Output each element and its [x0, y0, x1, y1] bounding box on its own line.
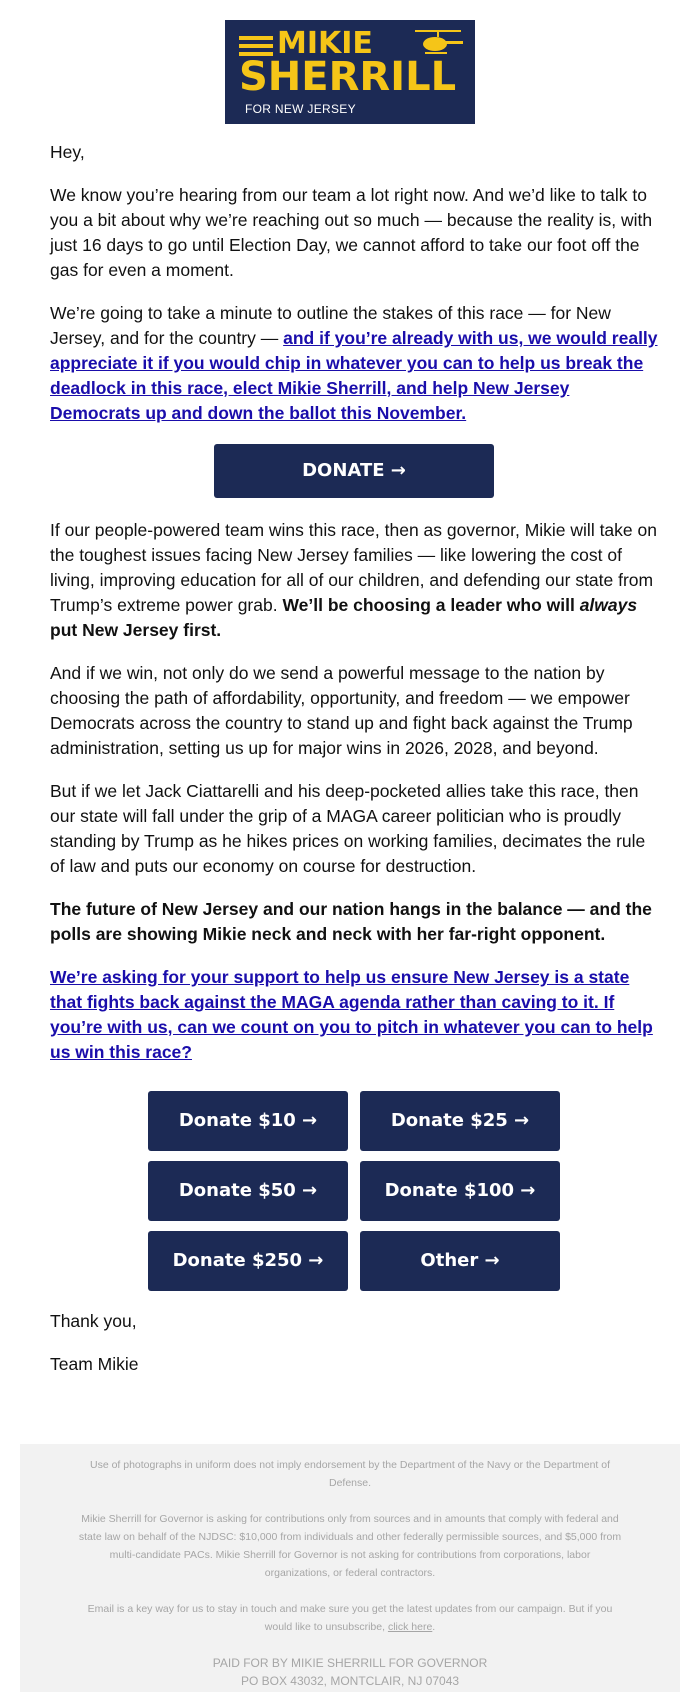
bold-italic-text: always [579, 595, 638, 615]
donate-10-button[interactable]: Donate $10 → [148, 1091, 348, 1151]
footer-paid-for: PAID FOR BY MIKIE SHERRILL FOR GOVERNOR [212, 1656, 488, 1670]
signature: Team Mikie [50, 1354, 139, 1374]
footer-unsubscribe [76, 1600, 624, 1636]
paragraph-opponent: But if we let Jack Ciattarelli and his deep-pocketed allies take this race, then our state will fall under the grip of a MAGA career politician who is proudly standing by Trump as he hikes prices on working families, decimates the rule of law and puts our economy on course for destruction. [50, 781, 646, 876]
donate-25-button[interactable]: Donate $25 → [360, 1091, 560, 1151]
unsubscribe-end: . [432, 1621, 436, 1633]
paragraph-governor [50, 518, 658, 643]
greeting: Hey, [50, 142, 85, 162]
logo-tagline: FOR NEW JERSEY [245, 102, 356, 116]
logo-last-name: SHERRILL [239, 54, 457, 100]
bold-text-1: We’ll be choosing a leader who will [282, 595, 580, 615]
paragraph-intro: We know you’re hearing from our team a lot right now. And we’d like to talk to you a bit about why we’re reaching out so much — because the reality is, with just 16 days to go until Election Day, we cannot afford to take our foot off the gas for even a moment. [50, 185, 653, 280]
paragraph-win: And if we win, not only do we send a powerful message to the nation by choosing the path of affordability, opportunity, and freedom — we empower Democrats across the country to stand up and fight back against the Trump administration, setting us up for major wins in 2026, 2028, and beyond. [50, 663, 633, 758]
donate-250-button[interactable]: Donate $250 → [148, 1231, 348, 1291]
paragraph-ask [50, 965, 658, 1065]
closing: Thank you, [50, 1311, 137, 1331]
unsubscribe-link[interactable]: click here [387, 1621, 433, 1633]
logo-first-name: MIKIE [277, 26, 373, 61]
donate-button[interactable]: DONATE → [214, 444, 494, 498]
email-footer [20, 1444, 680, 1692]
helicopter-icon [415, 30, 463, 54]
footer-address: PO BOX 43032, MONTCLAIR, NJ 07043 [240, 1674, 460, 1688]
chip-in-link[interactable]: and if you’re already with us, we would really appreciate it if you would chip in whatever you can to help us break the deadlock in this race, elect Mikie Sherrill, and help New Jersey Democrats up and down the ballot this November. [50, 328, 658, 423]
unsubscribe-text: Email is a key way for us to stay in touch and make sure you get the latest updates from our campaign. But if you would like to unsubscribe, [87, 1603, 613, 1633]
campaign-logo [225, 20, 475, 124]
polls-bold-text: The future of New Jersey and our nation hangs in the balance — and the polls are showing Mikie neck and neck with her far-right opponent. [50, 899, 652, 944]
bold-text-2: put New Jersey first. [50, 620, 222, 640]
paragraph-governor-text: If our people-powered team wins this race, then as governor, Mikie will take on the toughest issues facing New Jersey families — like lowering the cost of living, improving education for all of our children, and defending our state from Trump’s extreme power grab. [50, 520, 657, 615]
email-content [50, 140, 658, 1395]
paragraph-stakes [50, 301, 658, 426]
footer-disclaimer-uniform: Use of photographs in uniform does not imply endorsement by the Department of the Navy or the Department of Defense. [89, 1459, 611, 1489]
donate-amount-grid [148, 1091, 560, 1291]
donate-100-button[interactable]: Donate $100 → [360, 1161, 560, 1221]
paragraph-stakes-text: We’re going to take a minute to outline the stakes of this race — for New Jersey, and for the country — [50, 303, 611, 348]
paragraph-polls [50, 897, 658, 947]
donate-50-button[interactable]: Donate $50 → [148, 1161, 348, 1221]
support-link[interactable]: We’re asking for your support to help us ensure New Jersey is a state that fights back against the MAGA agenda rather than caving to it. If you’re with us, can we count on you to pitch in whatever you can to help us win this race? [50, 967, 653, 1062]
footer-disclaimer-contributions: Mikie Sherrill for Governor is asking for contributions only from sources and in amounts that comply with federal and state law on behalf of the NJDSC: $10,000 from individuals and other federally permissible sources, and $5,000 from multi-candidate PACs. Mikie Sherrill for Governor is not asking for contributions from corporations, labor organizations, or federal contractors. [78, 1513, 622, 1579]
donate-other-button[interactable]: Other → [360, 1231, 560, 1291]
